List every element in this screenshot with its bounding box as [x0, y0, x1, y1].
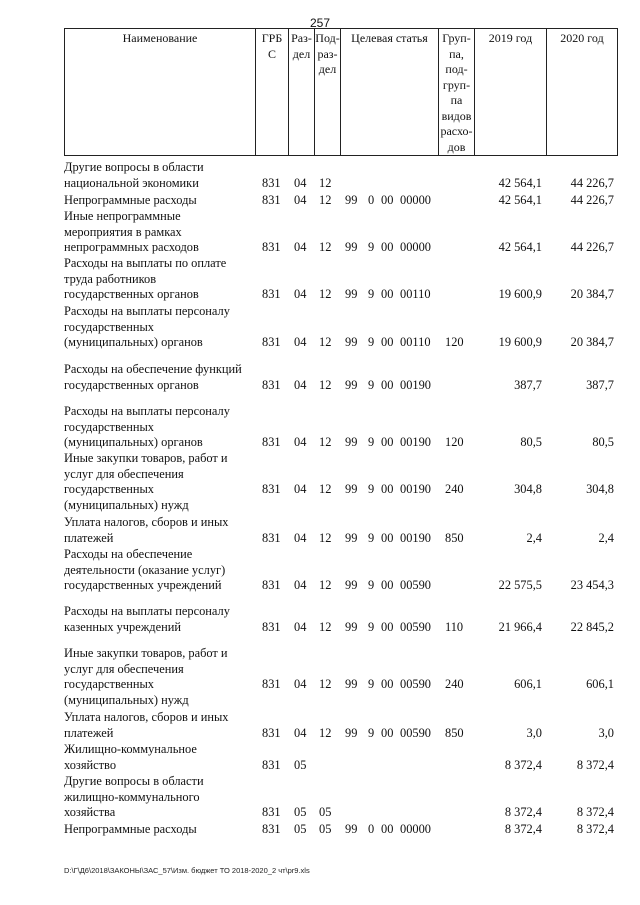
- row-name-line: государственных: [64, 419, 155, 434]
- amount-2020-cell: 8 372,4: [576, 757, 614, 772]
- amount-2019-cell: 3,0: [526, 725, 542, 740]
- row-name-line: государственных: [64, 319, 155, 334]
- row-name-line: Жилищно-коммунальное: [64, 742, 197, 756]
- row-name-line: казенных учреждений: [64, 619, 181, 634]
- razdel-cell: 04: [294, 377, 307, 392]
- amount-2020-cell: 2,4: [598, 530, 614, 545]
- podrazdel-cell: 12: [319, 377, 332, 392]
- row-name: [64, 774, 252, 821]
- target-direction-cell: 00: [381, 193, 394, 207]
- header-line: 2020 год: [560, 31, 604, 45]
- header-name: [64, 28, 255, 156]
- amount-2020-cell: 22 845,2: [570, 619, 614, 634]
- row-name-line: (муниципальных) нужд: [64, 497, 189, 512]
- grbs-cell: 831: [262, 725, 281, 740]
- header-line: дов: [447, 139, 466, 154]
- razdel-cell: 04: [294, 335, 307, 349]
- podrazdel-cell: 12: [319, 193, 332, 207]
- target-direction-cell: 00: [381, 677, 394, 691]
- row-name: [64, 742, 252, 773]
- page-number: 257: [309, 16, 331, 30]
- target-program-cell: 99: [345, 193, 358, 207]
- row-name-line: Уплата налогов, сборов и иных: [64, 710, 229, 724]
- target-program-cell: 99: [345, 435, 358, 449]
- podrazdel-cell: 05: [319, 805, 332, 819]
- amount-2019-cell: 42 564,1: [498, 193, 542, 207]
- amount-2019-cell: 19 600,9: [498, 287, 542, 301]
- target-direction-cell: 00: [381, 240, 394, 254]
- target-subprogram-cell: 9: [368, 530, 375, 545]
- header-line: под-: [445, 62, 468, 76]
- header-razdel: [288, 28, 314, 156]
- row-name-line: платежей: [64, 725, 114, 740]
- row-name-line: государственных: [64, 677, 155, 691]
- grbs-cell: 831: [262, 822, 281, 836]
- target-subprogram-cell: 9: [368, 377, 375, 392]
- grbs-cell: 831: [262, 805, 281, 819]
- razdel-cell: 04: [294, 725, 307, 740]
- header-line: дел: [318, 62, 337, 76]
- target-direction-cell: 00: [381, 435, 394, 449]
- target-direction-cell: 00: [381, 482, 394, 496]
- row-name-line: Иные закупки товаров, работ и: [64, 646, 228, 660]
- header-grbs: [255, 28, 288, 156]
- razdel-cell: 04: [294, 677, 307, 691]
- target-direction-cell: 00: [381, 619, 394, 634]
- row-name-line: Расходы на выплаты персоналу: [64, 304, 230, 318]
- target-direction-cell: 00: [381, 335, 394, 349]
- header-line: Наименование: [122, 31, 198, 45]
- amount-2020-cell: 387,7: [586, 377, 614, 392]
- header-line: па: [450, 93, 463, 107]
- podrazdel-cell: 12: [319, 530, 332, 545]
- target-subprogram-cell: 9: [368, 287, 375, 301]
- target-code-cell: 00190: [400, 530, 431, 545]
- target-direction-cell: 00: [381, 578, 394, 592]
- row-name-line: услуг для обеспечения: [64, 661, 184, 676]
- podrazdel-cell: 12: [319, 240, 332, 254]
- grbs-cell: 831: [262, 757, 281, 772]
- target-program-cell: 99: [345, 287, 358, 301]
- row-name-line: Иные непрограммные: [64, 209, 181, 223]
- header-group: [438, 28, 474, 156]
- amount-2020-cell: 304,8: [586, 482, 614, 496]
- target-direction-cell: 00: [381, 287, 394, 301]
- header-line: Целевая статья: [351, 31, 428, 45]
- row-name-line: Иные закупки товаров, работ и: [64, 451, 228, 465]
- target-direction-cell: 00: [381, 725, 394, 740]
- amount-2019-cell: 8 372,4: [504, 805, 542, 819]
- header-line: Груп-: [442, 31, 471, 45]
- row-name: [64, 710, 252, 741]
- row-name-line: государственных органов: [64, 377, 199, 392]
- target-direction-cell: 00: [381, 377, 394, 392]
- grbs-cell: 831: [262, 619, 281, 634]
- target-code-cell: 00000: [400, 193, 431, 207]
- header-line: груп-: [442, 77, 471, 92]
- row-name-line: Расходы на выплаты персоналу: [64, 604, 230, 618]
- podrazdel-cell: 05: [319, 822, 332, 836]
- target-subprogram-cell: 9: [368, 335, 375, 349]
- row-name: [64, 822, 252, 838]
- target-code-cell: 00110: [400, 335, 431, 349]
- row-name-line: Расходы на обеспечение функций: [64, 362, 242, 376]
- row-name: [64, 304, 252, 351]
- amount-2019-cell: 22 575,5: [498, 578, 542, 592]
- row-name: [64, 209, 252, 256]
- grbs-cell: 831: [262, 677, 281, 691]
- row-name-line: Расходы на выплаты по оплате: [64, 256, 227, 270]
- target-subprogram-cell: 9: [368, 240, 375, 254]
- podrazdel-cell: 12: [319, 619, 332, 634]
- podrazdel-cell: 12: [319, 725, 332, 740]
- row-name: [64, 547, 252, 594]
- grbs-cell: 831: [262, 377, 281, 392]
- row-name-line: Непрограммные расходы: [64, 822, 197, 836]
- target-program-cell: 99: [345, 240, 358, 254]
- header-line: Раз-: [291, 31, 312, 45]
- amount-2020-cell: 44 226,7: [570, 193, 614, 207]
- row-name-line: хозяйства: [64, 805, 116, 819]
- row-name: [64, 160, 252, 191]
- grbs-cell: 831: [262, 287, 281, 301]
- row-name: [64, 451, 252, 513]
- row-name: [64, 515, 252, 546]
- target-direction-cell: 00: [381, 822, 394, 836]
- amount-2020-cell: 23 454,3: [570, 578, 614, 592]
- amount-2019-cell: 8 372,4: [504, 822, 542, 836]
- header-podrazdel: [314, 28, 340, 156]
- target-program-cell: 99: [345, 530, 358, 545]
- row-name: [64, 193, 252, 209]
- row-name-line: государственных органов: [64, 287, 199, 301]
- row-name-line: Уплата налогов, сборов и иных: [64, 515, 229, 529]
- row-name-line: государственных учреждений: [64, 578, 222, 592]
- target-code-cell: 00000: [400, 822, 431, 836]
- target-program-cell: 99: [345, 677, 358, 691]
- target-code-cell: 00590: [400, 578, 431, 592]
- razdel-cell: 05: [294, 757, 307, 772]
- row-name-line: труда работников: [64, 271, 157, 286]
- header-2020: [546, 28, 618, 156]
- row-name: [64, 604, 252, 635]
- expense-group-cell: 120: [445, 435, 464, 449]
- razdel-cell: 05: [294, 822, 307, 836]
- razdel-cell: 04: [294, 578, 307, 592]
- amount-2020-cell: 8 372,4: [576, 822, 614, 836]
- row-name-line: Расходы на обеспечение: [64, 547, 193, 561]
- amount-2020-cell: 20 384,7: [570, 335, 614, 349]
- amount-2019-cell: 387,7: [514, 377, 542, 392]
- header-target: [340, 28, 438, 156]
- podrazdel-cell: 12: [319, 175, 332, 190]
- razdel-cell: 04: [294, 482, 307, 496]
- razdel-cell: 04: [294, 435, 307, 449]
- amount-2019-cell: 42 564,1: [498, 240, 542, 254]
- amount-2019-cell: 304,8: [514, 482, 542, 496]
- header-line: Под-: [315, 31, 340, 45]
- podrazdel-cell: 12: [319, 578, 332, 592]
- grbs-cell: 831: [262, 482, 281, 496]
- podrazdel-cell: 12: [319, 482, 332, 496]
- target-code-cell: 00590: [400, 725, 431, 740]
- target-subprogram-cell: 9: [368, 619, 375, 634]
- podrazdel-cell: 12: [319, 435, 332, 449]
- row-name: [64, 404, 252, 451]
- razdel-cell: 05: [294, 805, 307, 819]
- amount-2020-cell: 20 384,7: [570, 287, 614, 301]
- target-code-cell: 00590: [400, 619, 431, 634]
- header-line: расхо-: [440, 124, 473, 138]
- grbs-cell: 831: [262, 435, 281, 449]
- row-name-line: услуг для обеспечения: [64, 466, 184, 481]
- target-program-cell: 99: [345, 578, 358, 592]
- target-code-cell: 00190: [400, 377, 431, 392]
- podrazdel-cell: 12: [319, 287, 332, 301]
- row-name-line: (муниципальных) органов: [64, 435, 203, 449]
- row-name: [64, 646, 252, 708]
- grbs-cell: 831: [262, 240, 281, 254]
- target-code-cell: 00000: [400, 240, 431, 254]
- amount-2020-cell: 3,0: [598, 725, 614, 740]
- row-name-line: (муниципальных) нужд: [64, 692, 189, 707]
- amount-2019-cell: 19 600,9: [498, 335, 542, 349]
- target-subprogram-cell: 0: [368, 193, 375, 207]
- amount-2019-cell: 80,5: [520, 435, 542, 449]
- row-name-line: Расходы на выплаты персоналу: [64, 404, 230, 418]
- target-subprogram-cell: 9: [368, 578, 375, 592]
- row-name-line: Другие вопросы в области: [64, 160, 204, 174]
- header-line: ГРБ: [261, 31, 283, 45]
- podrazdel-cell: 12: [319, 335, 332, 349]
- grbs-cell: 831: [262, 530, 281, 545]
- target-subprogram-cell: 9: [368, 435, 375, 449]
- row-name-line: государственных: [64, 482, 155, 496]
- amount-2019-cell: 42 564,1: [498, 175, 542, 190]
- grbs-cell: 831: [262, 335, 281, 349]
- header-line: 2019 год: [488, 31, 533, 45]
- row-name-line: хозяйство: [64, 757, 117, 772]
- target-program-cell: 99: [345, 725, 358, 740]
- grbs-cell: 831: [262, 193, 281, 207]
- target-program-cell: 99: [345, 822, 358, 836]
- header-2019: [474, 28, 546, 156]
- amount-2019-cell: 2,4: [526, 530, 542, 545]
- amount-2019-cell: 606,1: [514, 677, 542, 691]
- expense-group-cell: 240: [445, 482, 464, 496]
- header-line: раз-: [317, 46, 338, 61]
- row-name-line: непрограммных расходов: [64, 240, 199, 254]
- row-name-line: национальной экономики: [64, 175, 199, 190]
- razdel-cell: 04: [294, 619, 307, 634]
- target-direction-cell: 00: [381, 530, 394, 545]
- row-name: [64, 256, 252, 303]
- expense-group-cell: 240: [445, 677, 464, 691]
- file-path-footer: D:\Г\Д6\2018\ЗАКОНЫ\ЗАС_57\Изм. бюджет ТО 2018-2020_2 чт\pr9.xls: [64, 866, 310, 875]
- amount-2020-cell: 80,5: [592, 435, 614, 449]
- razdel-cell: 04: [294, 175, 307, 190]
- row-name-line: Непрограммные расходы: [64, 193, 197, 207]
- target-subprogram-cell: 0: [368, 822, 375, 836]
- expense-group-cell: 110: [445, 619, 464, 634]
- amount-2020-cell: 44 226,7: [570, 240, 614, 254]
- amount-2019-cell: 21 966,4: [498, 619, 542, 634]
- row-name: [64, 362, 252, 393]
- target-program-cell: 99: [345, 482, 358, 496]
- razdel-cell: 04: [294, 193, 307, 207]
- target-program-cell: 99: [345, 377, 358, 392]
- row-name-line: Другие вопросы в области: [64, 774, 204, 788]
- target-code-cell: 00190: [400, 482, 431, 496]
- amount-2020-cell: 44 226,7: [570, 175, 614, 190]
- header-line: дел: [292, 46, 311, 61]
- expense-group-cell: 850: [445, 725, 464, 740]
- amount-2019-cell: 8 372,4: [504, 757, 542, 772]
- target-subprogram-cell: 9: [368, 482, 375, 496]
- grbs-cell: 831: [262, 175, 281, 190]
- target-program-cell: 99: [345, 619, 358, 634]
- amount-2020-cell: 8 372,4: [576, 805, 614, 819]
- amount-2020-cell: 606,1: [586, 677, 614, 691]
- target-code-cell: 00110: [400, 287, 431, 301]
- header-line: па,: [449, 46, 464, 61]
- row-name-line: мероприятия в рамках: [64, 224, 182, 239]
- row-name-line: деятельности (оказание услуг): [64, 562, 226, 577]
- target-subprogram-cell: 9: [368, 725, 375, 740]
- target-program-cell: 99: [345, 335, 358, 349]
- target-subprogram-cell: 9: [368, 677, 375, 691]
- row-name-line: (муниципальных) органов: [64, 335, 203, 349]
- razdel-cell: 04: [294, 240, 307, 254]
- target-code-cell: 00190: [400, 435, 431, 449]
- expense-group-cell: 120: [445, 335, 464, 349]
- razdel-cell: 04: [294, 287, 307, 301]
- expense-group-cell: 850: [445, 530, 464, 545]
- row-name-line: платежей: [64, 530, 114, 545]
- header-line: С: [267, 46, 276, 61]
- podrazdel-cell: 12: [319, 677, 332, 691]
- target-code-cell: 00590: [400, 677, 431, 691]
- grbs-cell: 831: [262, 578, 281, 592]
- row-name-line: жилищно-коммунального: [64, 789, 200, 804]
- razdel-cell: 04: [294, 530, 307, 545]
- header-line: видов: [441, 108, 472, 123]
